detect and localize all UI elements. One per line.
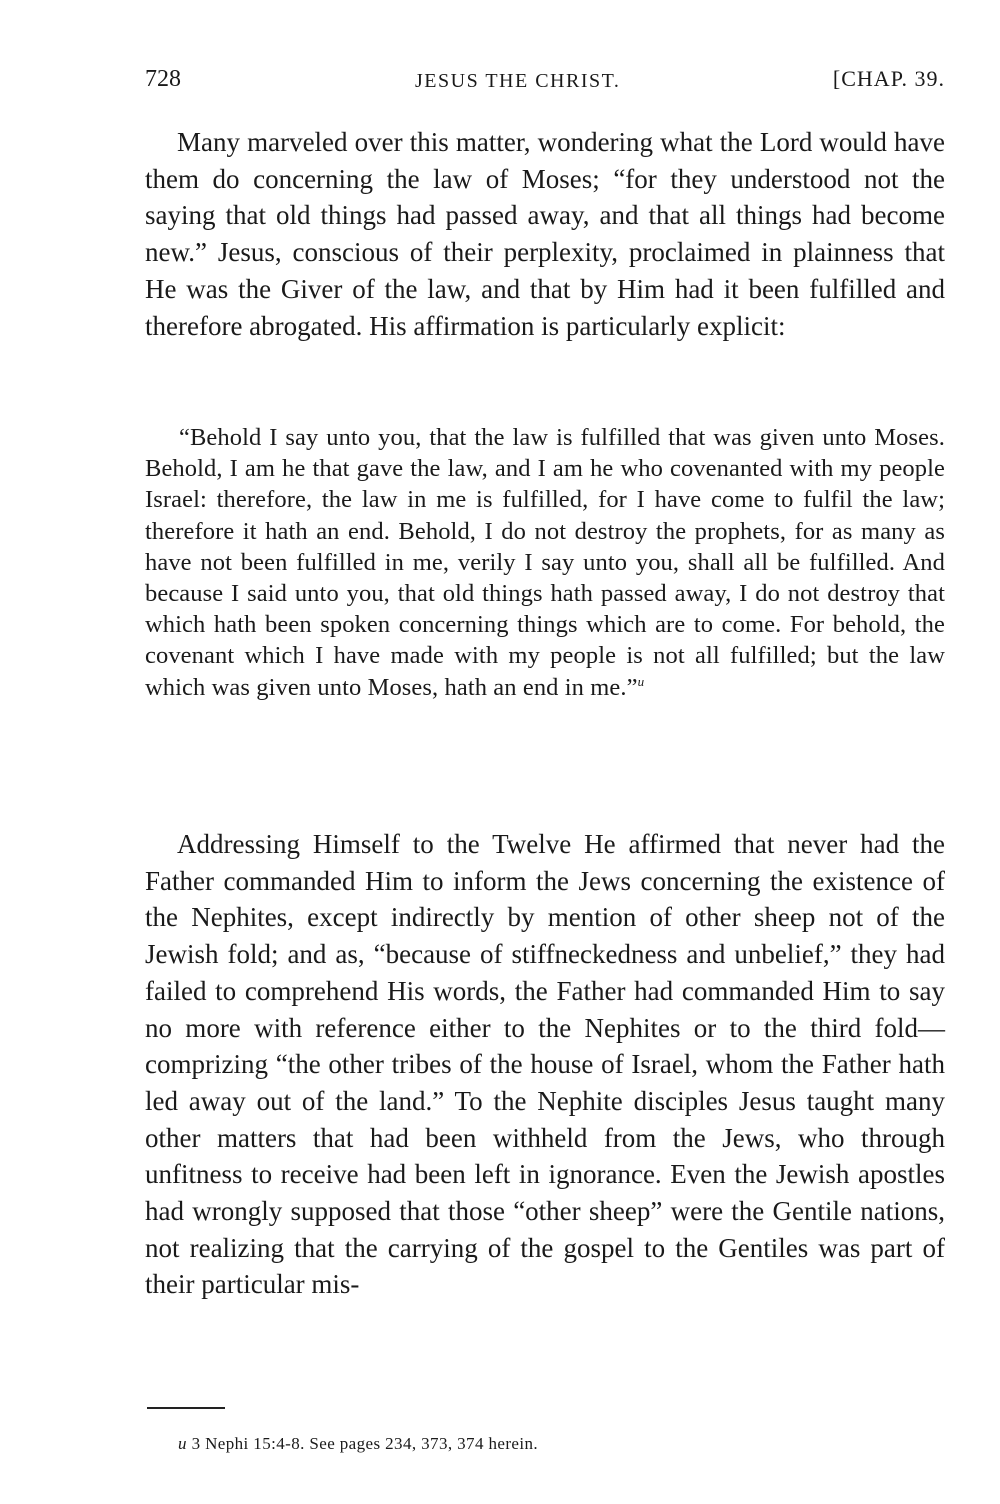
footnote	[178, 1432, 538, 1456]
chapter-label: [CHAP. 39.	[832, 66, 945, 91]
paragraph-1: Many marveled over this matter, wondering what the Lord would have them do concerning the law of Moses; “for they understood not the saying that old things had passed away, and that all things had become new.” Jesus, conscious of their perplexity, proclaimed in plainness that He was the Giver of the law, and that by Him had it been fulfilled and therefore abrogated. His affirmation is particularly explicit:	[145, 127, 945, 341]
block-quote-text: “Behold I say unto you, that the law is fulfilled that was given unto Moses. Behold, I am he that gave the law, and I am he who covenanted with my people Israel: therefore, the law in me is fulfilled, for I have come to fulfil the law; therefore it hath an end. Behold, I do not destroy the prophets, for as many as have not been fulfilled in me, verily I say unto you, shall all be fulfilled. And because I said unto you, that old things hath passed away, I do not destroy that which hath been spoken concerning things which are to come. For behold, the covenant which I have made with my people is not all fulfilled; but the law which was given unto Moses, hath an end in me.”	[145, 424, 945, 701]
page-number: 728	[145, 66, 181, 92]
footnote-divider	[147, 1407, 225, 1409]
running-title: JESUS THE CHRIST.	[415, 70, 621, 92]
footnote-marker: u	[178, 1434, 187, 1453]
footnote-text: 3 Nephi 15:4-8. See pages 234, 373, 374 herein.	[191, 1434, 539, 1453]
footnote-reference[interactable]: u	[637, 673, 645, 689]
paragraph-2: Addressing Himself to the Twelve He affirmed that never had the Father commanded Him to inform the Jews concerning the existence of the Nephites, except indirectly by mention of other sheep not of the Jewish fold; and as, “because of stiffneckedness and unbelief,” they had failed to comprehend His words, the Father had commanded Him to say no more with reference either to the Nephites or to the third fold—comprizing “the other tribes of the house of Israel, whom the Father hath led away out of the land.” To the Nephite disciples Jesus taught many other matters that had been withheld from the Jews, who through unfitness to receive had been left in ignorance. Even the Jewish apostles had wrongly supposed that those “other sheep” were the Gentile nations, not realizing that the carrying of the gospel to the Gentiles was part of their particular mis-	[145, 829, 945, 1300]
running-head	[145, 62, 945, 96]
block-quote	[145, 422, 945, 703]
